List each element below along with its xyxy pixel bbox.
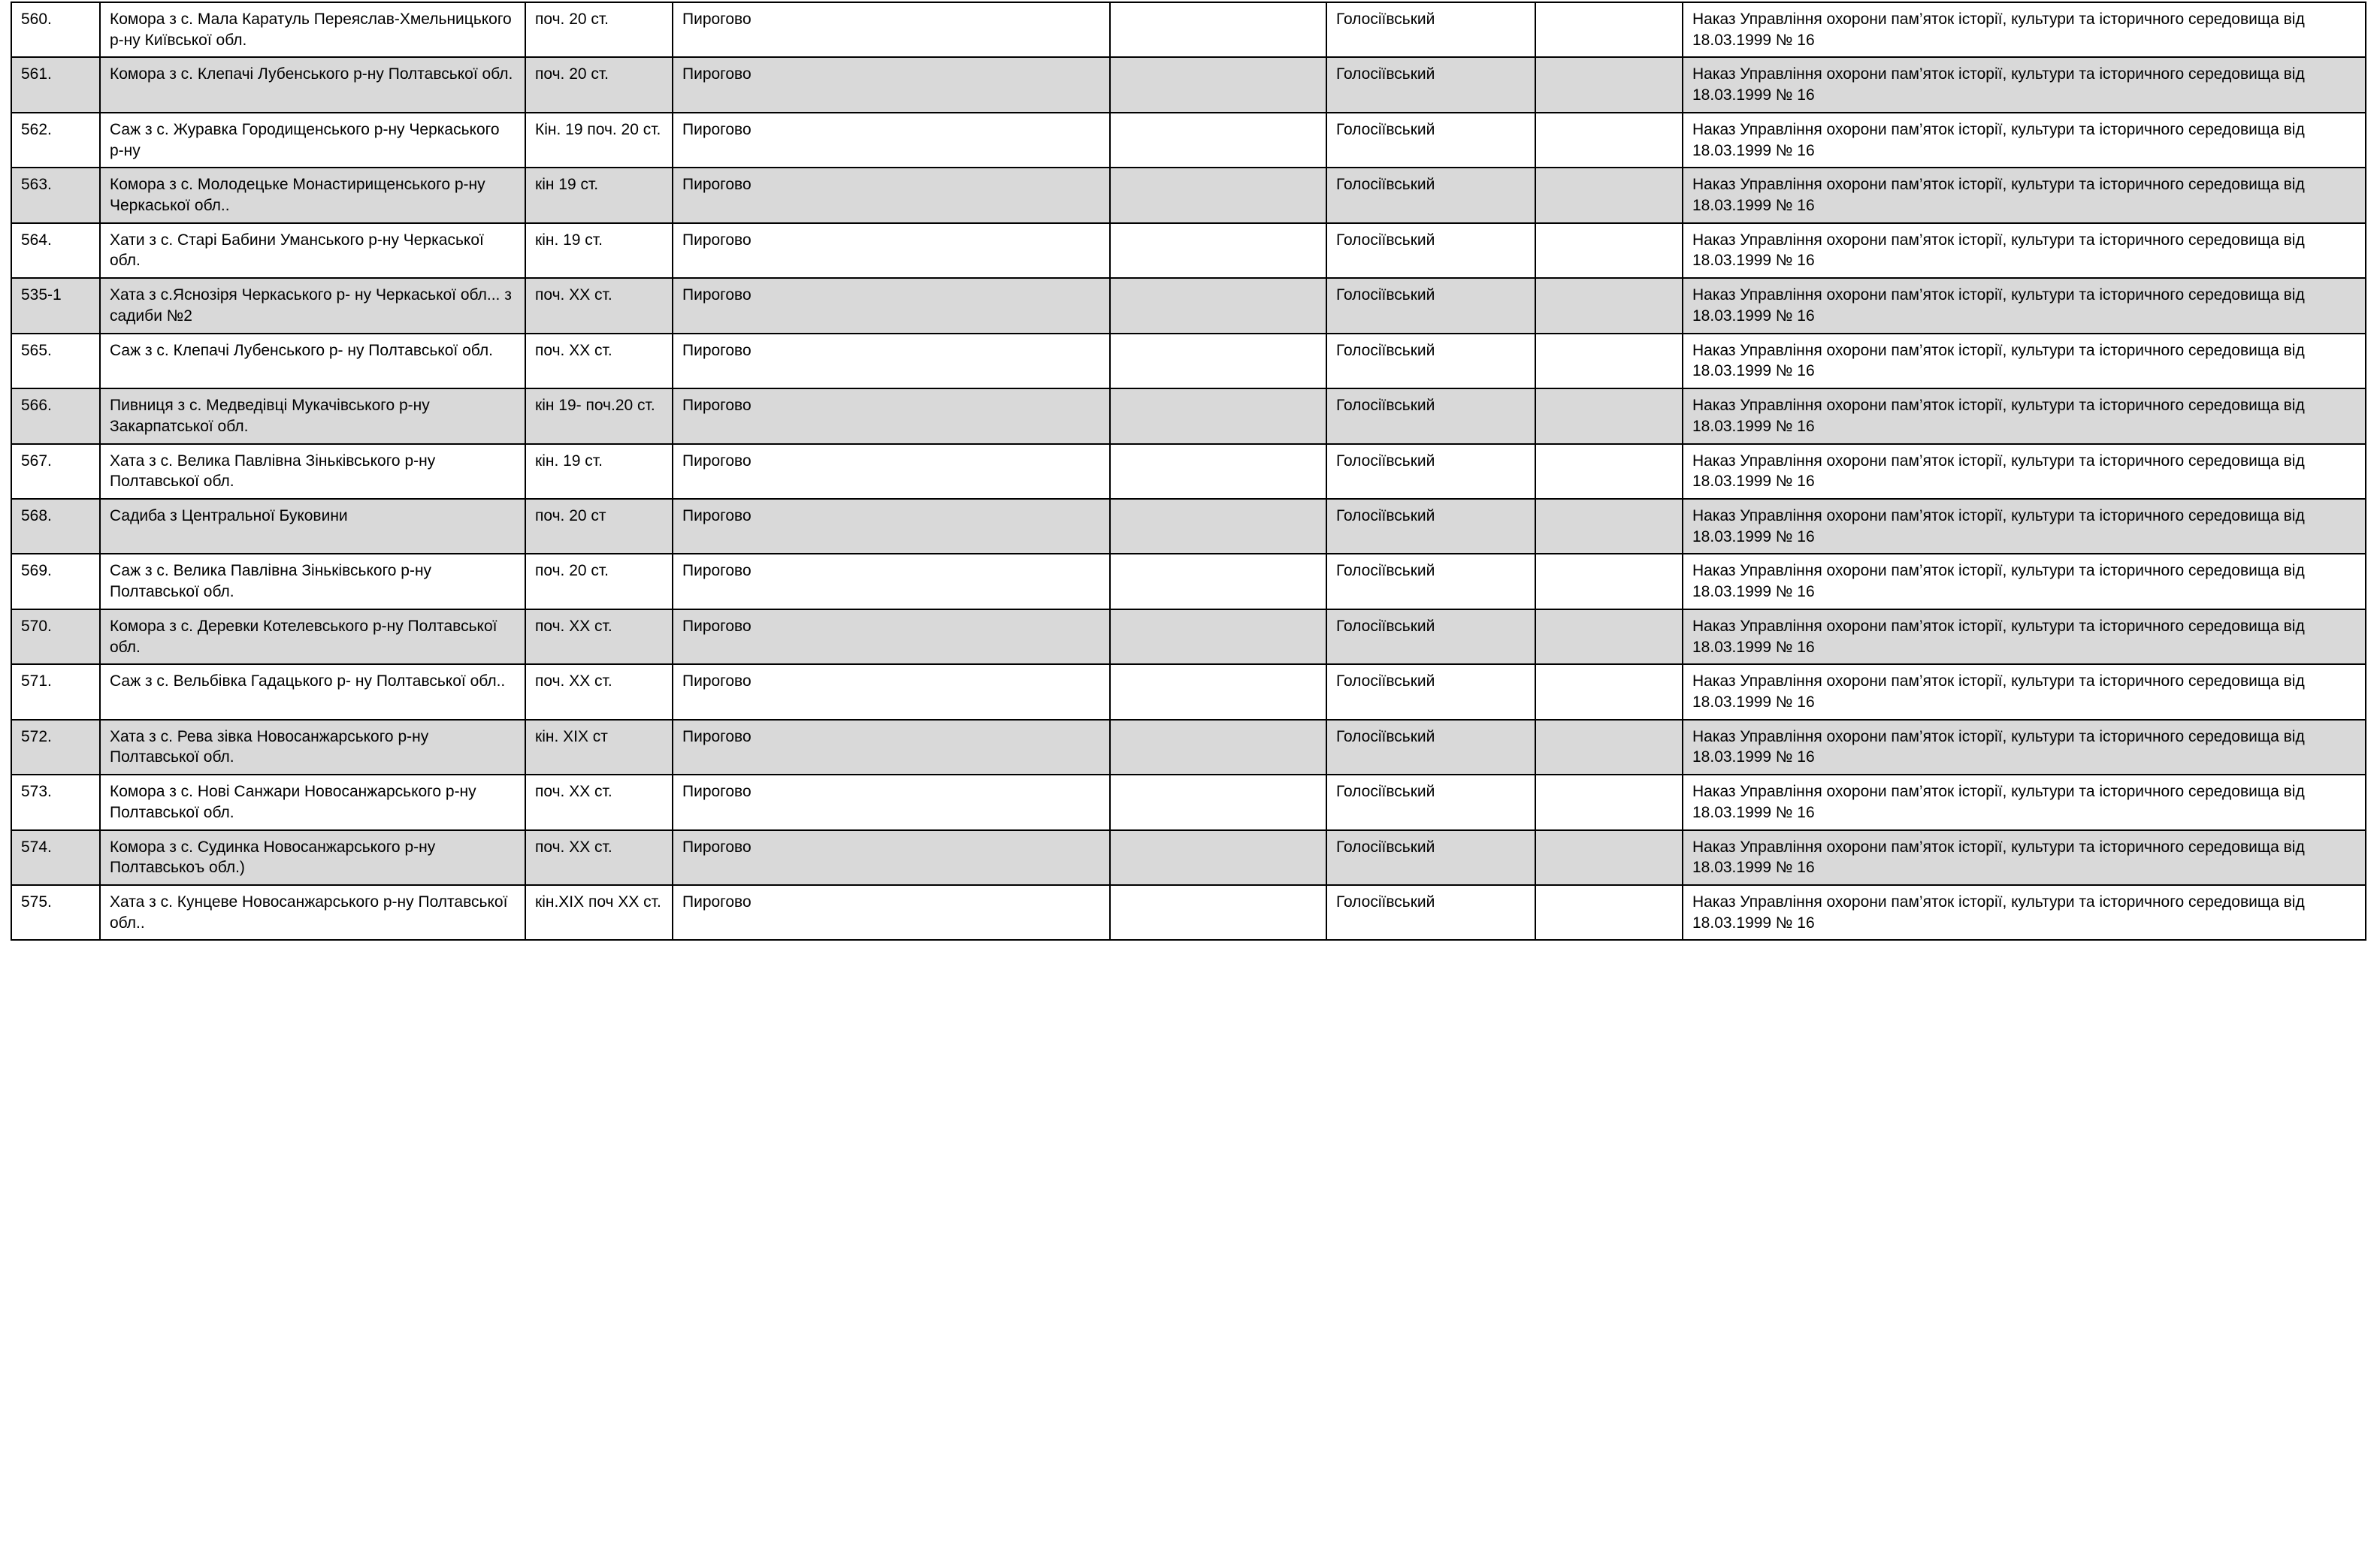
table-row (11, 168, 2366, 222)
cell-location: Пирогово (673, 113, 1110, 168)
cell-location: Пирогово (673, 2, 1110, 57)
cell-location: Пирогово (673, 168, 1110, 222)
cell-document: Наказ Управління охорони пам’яток історії, культури та історичного середовища від 18.03.1999 № 16 (1683, 830, 2366, 885)
cell-district: Голосіївський (1326, 609, 1535, 664)
cell-object-name: Хата з с. Велика Павлівна Зіньківського р-ну Полтавської обл. (100, 444, 525, 499)
cell-number: 575. (11, 885, 100, 940)
cell-blank-2 (1535, 664, 1683, 719)
cell-object-name: Садиба з Центральної Буковини (100, 499, 525, 554)
cell-object-name: Хата з с.Яснозіря Черкаського р- ну Черкаської обл... з садиби №2 (100, 278, 525, 333)
cell-blank-2 (1535, 223, 1683, 278)
cell-location: Пирогово (673, 334, 1110, 388)
table-row (11, 775, 2366, 829)
cell-object-name: Комора з с. Молодецьке Монастирищенського р-ну Черкаської обл.. (100, 168, 525, 222)
cell-document: Наказ Управління охорони пам’яток історії, культури та історичного середовища від 18.03.1999 № 16 (1683, 664, 2366, 719)
cell-document: Наказ Управління охорони пам’яток історії, культури та історичного середовища від 18.03.1999 № 16 (1683, 223, 2366, 278)
cell-dating: поч. ХХ ст. (525, 334, 673, 388)
cell-document: Наказ Управління охорони пам’яток історії, культури та історичного середовища від 18.03.1999 № 16 (1683, 444, 2366, 499)
cell-object-name: Комора з с. Клепачі Лубенського р-ну Полтавської обл. (100, 57, 525, 112)
cell-blank-2 (1535, 388, 1683, 443)
table-row (11, 278, 2366, 333)
table-row (11, 113, 2366, 168)
cell-district: Голосіївський (1326, 278, 1535, 333)
cell-blank-2 (1535, 885, 1683, 940)
cell-location: Пирогово (673, 830, 1110, 885)
registry-table-body (11, 2, 2366, 940)
cell-blank-1 (1110, 885, 1326, 940)
registry-table (11, 2, 2366, 941)
cell-dating: поч. 20 ст (525, 499, 673, 554)
cell-blank-2 (1535, 334, 1683, 388)
cell-document: Наказ Управління охорони пам’яток історії, культури та історичного середовища від 18.03.1999 № 16 (1683, 2, 2366, 57)
cell-blank-1 (1110, 57, 1326, 112)
cell-district: Голосіївський (1326, 113, 1535, 168)
cell-dating: поч. ХХ ст. (525, 664, 673, 719)
cell-blank-1 (1110, 720, 1326, 775)
cell-document: Наказ Управління охорони пам’яток історії, культури та історичного середовища від 18.03.1999 № 16 (1683, 720, 2366, 775)
cell-district: Голосіївський (1326, 720, 1535, 775)
cell-district: Голосіївський (1326, 885, 1535, 940)
cell-document: Наказ Управління охорони пам’яток історії, культури та історичного середовища від 18.03.1999 № 16 (1683, 57, 2366, 112)
cell-district: Голосіївський (1326, 499, 1535, 554)
cell-dating: Кін. 19 поч. 20 ст. (525, 113, 673, 168)
table-row (11, 720, 2366, 775)
cell-district: Голосіївський (1326, 223, 1535, 278)
document-page (0, 2, 2380, 1565)
cell-dating: поч. ХХ ст. (525, 830, 673, 885)
cell-location: Пирогово (673, 57, 1110, 112)
cell-blank-2 (1535, 720, 1683, 775)
cell-blank-1 (1110, 664, 1326, 719)
cell-document: Наказ Управління охорони пам’яток історії, культури та історичного середовища від 18.03.1999 № 16 (1683, 499, 2366, 554)
cell-object-name: Хата з с. Кунцеве Новосанжарського р-ну Полтавської обл.. (100, 885, 525, 940)
cell-object-name: Саж з с. Клепачі Лубенського р- ну Полтавської обл. (100, 334, 525, 388)
cell-blank-1 (1110, 444, 1326, 499)
cell-number: 569. (11, 554, 100, 609)
cell-number: 567. (11, 444, 100, 499)
cell-district: Голосіївський (1326, 830, 1535, 885)
cell-document: Наказ Управління охорони пам’яток історії, культури та історичного середовища від 18.03.1999 № 16 (1683, 113, 2366, 168)
table-row (11, 609, 2366, 664)
cell-number: 573. (11, 775, 100, 829)
cell-location: Пирогово (673, 554, 1110, 609)
cell-blank-1 (1110, 388, 1326, 443)
cell-number: 574. (11, 830, 100, 885)
cell-location: Пирогово (673, 278, 1110, 333)
cell-blank-2 (1535, 775, 1683, 829)
cell-district: Голосіївський (1326, 57, 1535, 112)
table-row (11, 334, 2366, 388)
cell-number: 562. (11, 113, 100, 168)
cell-blank-2 (1535, 113, 1683, 168)
cell-object-name: Саж з с. Журавка Городищенського р-ну Черкаського р-ну (100, 113, 525, 168)
cell-district: Голосіївський (1326, 334, 1535, 388)
cell-dating: кін 19- поч.20 ст. (525, 388, 673, 443)
table-row (11, 57, 2366, 112)
cell-blank-1 (1110, 554, 1326, 609)
table-row (11, 2, 2366, 57)
cell-location: Пирогово (673, 664, 1110, 719)
cell-dating: кін. 19 ст. (525, 444, 673, 499)
cell-number: 565. (11, 334, 100, 388)
cell-district: Голосіївський (1326, 775, 1535, 829)
cell-document: Наказ Управління охорони пам’яток історії, культури та історичного середовища від 18.03.1999 № 16 (1683, 168, 2366, 222)
cell-location: Пирогово (673, 444, 1110, 499)
cell-blank-2 (1535, 278, 1683, 333)
cell-blank-1 (1110, 609, 1326, 664)
cell-document: Наказ Управління охорони пам’яток історії, культури та історичного середовища від 18.03.1999 № 16 (1683, 334, 2366, 388)
cell-blank-2 (1535, 57, 1683, 112)
cell-blank-2 (1535, 554, 1683, 609)
cell-district: Голосіївський (1326, 664, 1535, 719)
cell-document: Наказ Управління охорони пам’яток історії, культури та історичного середовища від 18.03.1999 № 16 (1683, 885, 2366, 940)
cell-object-name: Комора з с. Нові Санжари Новосанжарського р-ну Полтавської обл. (100, 775, 525, 829)
table-row (11, 830, 2366, 885)
cell-object-name: Саж з с. Вельбівка Гадацького р- ну Полтавської обл.. (100, 664, 525, 719)
cell-blank-2 (1535, 168, 1683, 222)
cell-object-name: Пивниця з с. Медведівці Мукачівського р-ну Закарпатської обл. (100, 388, 525, 443)
cell-number: 566. (11, 388, 100, 443)
cell-blank-1 (1110, 2, 1326, 57)
cell-blank-1 (1110, 499, 1326, 554)
cell-dating: кін. ХІХ ст (525, 720, 673, 775)
cell-object-name: Хати з с. Старі Бабини Уманського р-ну Черкаської обл. (100, 223, 525, 278)
cell-district: Голосіївський (1326, 554, 1535, 609)
cell-blank-2 (1535, 609, 1683, 664)
cell-document: Наказ Управління охорони пам’яток історії, культури та історичного середовища від 18.03.1999 № 16 (1683, 775, 2366, 829)
cell-district: Голосіївський (1326, 444, 1535, 499)
cell-location: Пирогово (673, 885, 1110, 940)
cell-blank-2 (1535, 2, 1683, 57)
cell-number: 563. (11, 168, 100, 222)
cell-number: 571. (11, 664, 100, 719)
cell-blank-1 (1110, 278, 1326, 333)
cell-location: Пирогово (673, 499, 1110, 554)
cell-dating: кін 19 ст. (525, 168, 673, 222)
cell-number: 560. (11, 2, 100, 57)
cell-number: 570. (11, 609, 100, 664)
cell-blank-1 (1110, 775, 1326, 829)
cell-dating: поч. ХХ ст. (525, 609, 673, 664)
cell-location: Пирогово (673, 609, 1110, 664)
cell-blank-2 (1535, 444, 1683, 499)
cell-number: 535-1 (11, 278, 100, 333)
cell-number: 564. (11, 223, 100, 278)
cell-object-name: Хата з с. Рева зівка Новосанжарського р-ну Полтавської обл. (100, 720, 525, 775)
cell-document: Наказ Управління охорони пам’яток історії, культури та історичного середовища від 18.03.1999 № 16 (1683, 609, 2366, 664)
table-row (11, 554, 2366, 609)
cell-document: Наказ Управління охорони пам’яток історії, культури та історичного середовища від 18.03.1999 № 16 (1683, 278, 2366, 333)
cell-dating: кін.ХІХ поч ХХ ст. (525, 885, 673, 940)
cell-object-name: Комора з с. Деревки Котелевського р-ну Полтавської обл. (100, 609, 525, 664)
cell-location: Пирогово (673, 720, 1110, 775)
cell-location: Пирогово (673, 388, 1110, 443)
cell-document: Наказ Управління охорони пам’яток історії, культури та історичного середовища від 18.03.1999 № 16 (1683, 388, 2366, 443)
cell-blank-1 (1110, 830, 1326, 885)
cell-blank-2 (1535, 499, 1683, 554)
cell-district: Голосіївський (1326, 388, 1535, 443)
cell-object-name: Комора з с. Мала Каратуль Переяслав-Хмельницького р-ну Київської обл. (100, 2, 525, 57)
cell-object-name: Комора з с. Судинка Новосанжарського р-ну Полтавськоъ обл.) (100, 830, 525, 885)
cell-district: Голосіївський (1326, 168, 1535, 222)
table-row (11, 885, 2366, 940)
cell-blank-1 (1110, 334, 1326, 388)
table-row (11, 388, 2366, 443)
cell-dating: поч. 20 ст. (525, 554, 673, 609)
table-row (11, 223, 2366, 278)
cell-location: Пирогово (673, 775, 1110, 829)
cell-document: Наказ Управління охорони пам’яток історії, культури та історичного середовища від 18.03.1999 № 16 (1683, 554, 2366, 609)
table-row (11, 664, 2366, 719)
cell-dating: кін. 19 ст. (525, 223, 673, 278)
table-row (11, 499, 2366, 554)
cell-district: Голосіївський (1326, 2, 1535, 57)
table-row (11, 444, 2366, 499)
cell-number: 568. (11, 499, 100, 554)
cell-number: 572. (11, 720, 100, 775)
cell-blank-1 (1110, 223, 1326, 278)
cell-blank-1 (1110, 113, 1326, 168)
cell-blank-1 (1110, 168, 1326, 222)
cell-blank-2 (1535, 830, 1683, 885)
cell-number: 561. (11, 57, 100, 112)
cell-object-name: Саж з с. Велика Павлівна Зіньківського р-ну Полтавської обл. (100, 554, 525, 609)
cell-dating: поч. 20 ст. (525, 57, 673, 112)
cell-dating: поч. ХХ ст. (525, 775, 673, 829)
cell-dating: поч. ХХ ст. (525, 278, 673, 333)
cell-location: Пирогово (673, 223, 1110, 278)
cell-dating: поч. 20 ст. (525, 2, 673, 57)
